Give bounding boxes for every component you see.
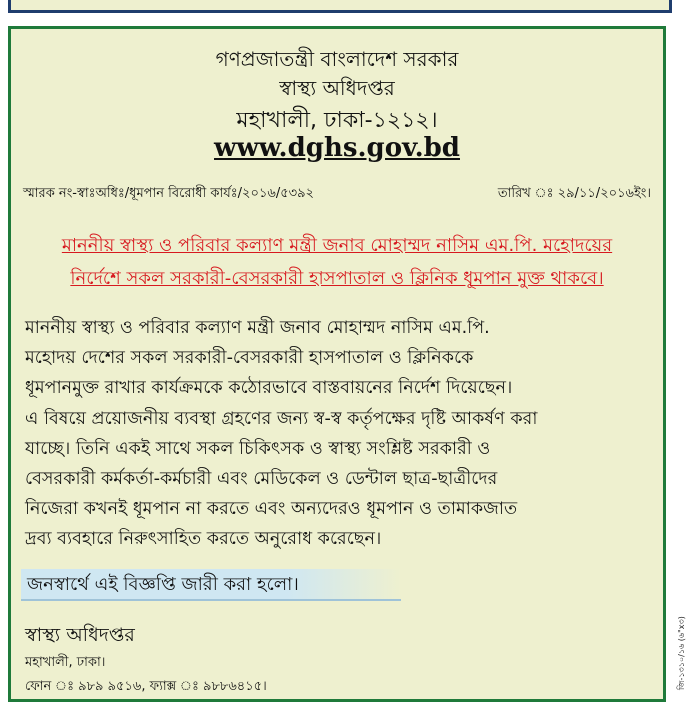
headline-line: মাননীয় স্বাস্থ্য ও পরিবার কল্যাণ মন্ত্রী জনাব মোহাম্মদ নাসিম এম.পি. মহোদয়ের: [61, 235, 613, 256]
department-name: স্বাস্থ্য অধিদপ্তর: [279, 76, 395, 100]
body-line: মাননীয় স্বাস্থ্য ও পরিবার কল্যাণ মন্ত্রী জনাব মোহাম্মদ নাসিম এম.পি.: [25, 318, 490, 338]
body-line: এ বিষয়ে প্রয়োজনীয় ব্যবস্থা গ্রহণের জন্য স্ব-স্ব কর্তৃপক্ষের দৃষ্টি আকর্ষণ করা: [25, 408, 538, 429]
body-line: মহোদয় দেশের সকল সরকারী-বেসরকারী হাসপাতাল ও ক্লিনিককে: [25, 348, 474, 369]
memo-date: তারিখ ঃ ২৯/১১/২০১৬ইং।: [497, 186, 651, 201]
signature-phone: ফোন ঃ ৯৮৯ ৯৫১৬, ফ্যাক্স ঃ ৯৮৮৬৪১৫।: [25, 679, 267, 694]
side-code: জি-১৩১০/১৬ (৬"x৩): [677, 616, 686, 690]
signature-org: স্বাস্থ্য অধিদপ্তর: [25, 624, 135, 646]
address: মহাখালী, ঢাকা-১২১২।: [236, 108, 438, 133]
body-line: নিজেরা কখনই ধূমপান না করতে এবং অন্যদেরও ধূমপান ও তামাকজাত: [25, 499, 518, 520]
body-line: ধূমপানমুক্ত রাখার কার্যক্রমকে কঠোরভাবে বাস্তবায়নের নির্দেশ দিয়েছেন।: [25, 378, 513, 399]
notice-box: [8, 26, 666, 702]
body-text: [25, 313, 649, 555]
public-interest-banner: জনস্বার্থে এই বিজ্ঞপ্তি জারী করা হলো।: [21, 569, 401, 601]
memo-ref: স্মারক নং-স্বাঃঅধিঃ/ধূমপান বিরোধী কার্যঃ/২০১৬/৫৩৯২: [23, 186, 315, 201]
headline: [23, 229, 651, 295]
website-link[interactable]: www.dghs.gov.bd: [214, 133, 460, 163]
memo-line: [23, 184, 651, 205]
signature-address: মহাখালী, ঢাকা।: [25, 655, 106, 670]
headline-line: নির্দেশে সকল সরকারী-বেসরকারী হাসপাতাল ও ক্লিনিক ধূমপান মুক্ত থাকবে।: [70, 268, 604, 289]
body-line: যাচ্ছে। তিনি একই সাথে সকল চিকিৎসক ও স্বাস্থ্য সংশ্লিষ্ট সরকারী ও: [25, 438, 491, 459]
previous-ad-border: [8, 0, 672, 13]
body-line: বেসরকারী কর্মকর্তা-কর্মচারী এবং মেডিকেল ও ডেন্টাল ছাত্র-ছাত্রীদের: [25, 469, 498, 490]
body-line: দ্রব্য ব্যবহারে নিরুৎসাহিত করতে অনুরোধ করেছেন।: [25, 529, 382, 550]
govt-title: গণপ্রজাতন্ত্রী বাংলাদেশ সরকার: [215, 47, 459, 71]
